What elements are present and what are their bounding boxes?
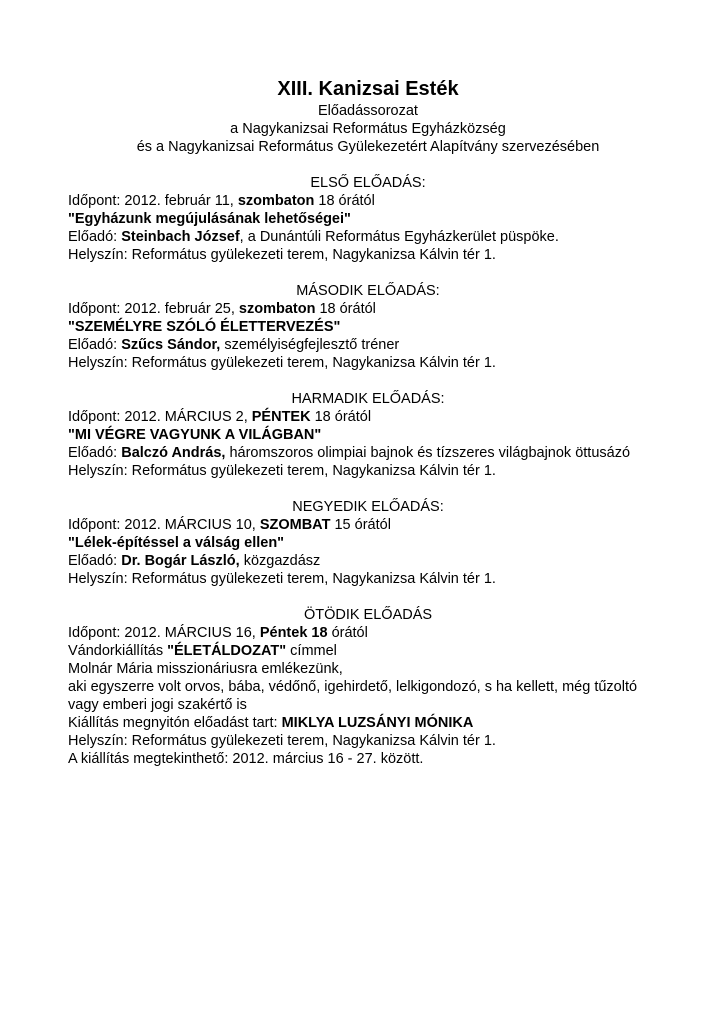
time-line: Időpont: 2012. MÁRCIUS 10, SZOMBAT 15 órától: [68, 517, 391, 533]
subtitle-line: és a Nagykanizsai Református Gyülekezetért Alapítvány szervezésében: [136, 139, 600, 155]
speaker-line: Előadó: Szűcs Sándor, személyiségfejlesztő tréner: [68, 337, 400, 353]
time-line: Időpont: 2012. MÁRCIUS 2, PÉNTEK 18 órától: [68, 409, 372, 425]
speaker-line: Előadó: Balczó András, háromszoros olimpiai bajnok és tízszeres világbajnok öttusázó: [68, 445, 631, 461]
section-heading: ELSŐ ELŐADÁS:: [310, 175, 426, 191]
location-line: Helyszín: Református gyülekezeti terem, Nagykanizsa Kálvin tér 1.: [68, 355, 496, 371]
section-heading: MÁSODIK ELŐADÁS:: [296, 283, 440, 299]
section-heading: ÖTÖDIK ELŐADÁS: [303, 607, 433, 623]
memory-line: Molnár Mária misszionáriusra emlékezünk,: [68, 661, 343, 677]
topic-line: "SZEMÉLYRE SZÓLÓ ÉLETTERVEZÉS": [68, 319, 341, 335]
lecture-section-5: [68, 606, 668, 768]
section-heading: NEGYEDIK ELŐADÁS:: [292, 499, 444, 515]
location-line: Helyszín: Református gyülekezeti terem, Nagykanizsa Kálvin tér 1.: [68, 247, 496, 263]
lecture-section-4: [68, 498, 668, 588]
lecture-section-3: [68, 390, 668, 480]
subtitle-line: a Nagykanizsai Református Egyházközség: [230, 121, 506, 137]
topic-line: "MI VÉGRE VAGYUNK A VILÁGBAN": [68, 427, 322, 443]
speaker-line: Előadó: Dr. Bogár László, közgazdász: [68, 553, 321, 569]
speaker-line: Előadó: Steinbach József, a Dunántúli Református Egyházkerület püspöke.: [68, 229, 559, 245]
time-line: Időpont: 2012. MÁRCIUS 16, Péntek 18 órától: [68, 625, 368, 641]
location-line: Helyszín: Református gyülekezeti terem, Nagykanizsa Kálvin tér 1.: [68, 733, 496, 749]
time-line: Időpont: 2012. február 11, szombaton 18 órától: [68, 193, 375, 209]
lecture-section-2: [68, 282, 668, 372]
time-line: Időpont: 2012. február 25, szombaton 18 órától: [68, 301, 376, 317]
description-line: aki egyszerre volt orvos, bába, védőnő, igehirdető, lelkigondozó, s ha kellett, még tűzoltó vagy emberi jogi szakértő is: [68, 679, 638, 713]
viewing-line: A kiállítás megtekinthető: 2012. március 16 - 27. között.: [68, 751, 424, 767]
topic-line: "Egyházunk megújulásának lehetőségei": [68, 211, 351, 227]
exhibit-line: Vándorkiállítás "ÉLETÁLDOZAT" címmel: [68, 643, 337, 659]
document-title: XIII. Kanizsai Esték: [277, 78, 459, 100]
document-page: [68, 76, 668, 768]
subtitle-line: Előadássorozat: [318, 103, 418, 119]
location-line: Helyszín: Református gyülekezeti terem, Nagykanizsa Kálvin tér 1.: [68, 463, 496, 479]
location-line: Helyszín: Református gyülekezeti terem, Nagykanizsa Kálvin tér 1.: [68, 571, 496, 587]
section-heading: HARMADIK ELŐADÁS:: [291, 391, 445, 407]
lecture-section-1: [68, 174, 668, 264]
opening-line: Kiállítás megnyitón előadást tart: MIKLYA LUZSÁNYI MÓNIKA: [68, 715, 474, 731]
topic-line: "Lélek-építéssel a válság ellen": [68, 535, 285, 551]
